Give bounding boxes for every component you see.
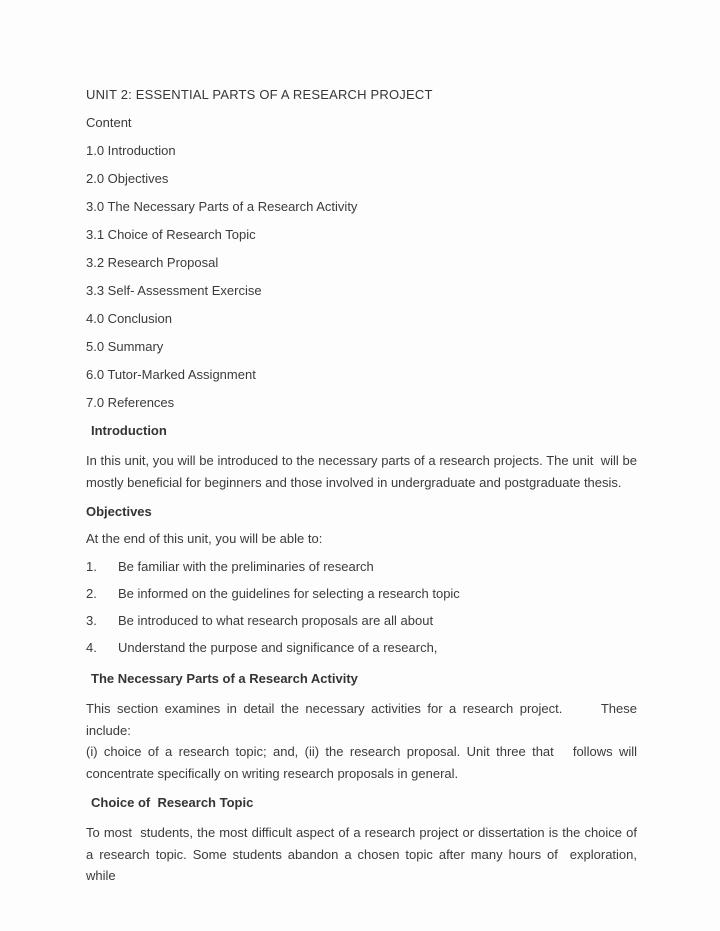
toc-item: 3.1 Choice of Research Topic	[86, 227, 256, 242]
toc-item: 3.3 Self- Assessment Exercise	[86, 283, 262, 298]
objective-item	[86, 613, 637, 629]
necessary-parts-paragraph	[86, 698, 645, 784]
paragraph-line: This section examines in detail the necessary activities for a research project. These include:	[86, 701, 645, 738]
document-content	[86, 87, 645, 894]
content-label: Content	[86, 115, 132, 130]
introduction-paragraph	[86, 450, 637, 493]
toc-item: 3.0 The Necessary Parts of a Research Activity	[86, 199, 358, 214]
objective-text: Be introduced to what research proposals are all about	[118, 613, 434, 628]
objective-item	[86, 640, 637, 656]
objective-text: Be informed on the guidelines for selecting a research topic	[118, 586, 460, 601]
document-title: UNIT 2: ESSENTIAL PARTS OF A RESEARCH PROJECT	[86, 87, 433, 102]
table-of-contents	[86, 143, 637, 411]
choice-of-topic-paragraph	[86, 822, 641, 887]
introduction-heading: Introduction	[91, 423, 167, 438]
section-introduction	[86, 423, 637, 493]
objective-number: 1.	[86, 559, 97, 574]
choice-of-topic-heading: Choice of Research Topic	[91, 795, 254, 810]
paragraph-line: a research topic. Some students abandon a chosen topic after many hours of exploration, while	[86, 846, 641, 883]
paragraph-line: mostly beneficial for beginners and those involved in undergraduate and postgraduate thesis.	[86, 474, 622, 490]
paragraph-line: concentrate specifically on writing research proposals in general.	[86, 765, 459, 781]
paragraph-line: (i) choice of a research topic; and, (ii) the research proposal. Unit three that follows will	[86, 744, 637, 759]
objective-number: 3.	[86, 613, 97, 628]
objective-text: Be familiar with the preliminaries of research	[118, 559, 374, 574]
toc-item: 4.0 Conclusion	[86, 311, 172, 326]
objective-item	[86, 559, 637, 575]
objective-number: 4.	[86, 640, 97, 655]
necessary-parts-heading: The Necessary Parts of a Research Activity	[91, 671, 358, 686]
section-objectives	[86, 504, 637, 656]
paragraph-line: In this unit, you will be introduced to the necessary parts of a research projects. The unit will be	[86, 453, 637, 468]
objective-item	[86, 586, 637, 602]
objectives-lead: At the end of this unit, you will be able to:	[86, 531, 323, 546]
toc-item: 3.2 Research Proposal	[86, 255, 219, 270]
objective-number: 2.	[86, 586, 97, 601]
toc-item: 6.0 Tutor-Marked Assignment	[86, 367, 256, 382]
toc-item: 5.0 Summary	[86, 339, 164, 354]
toc-item: 1.0 Introduction	[86, 143, 176, 158]
objectives-heading: Objectives	[86, 504, 152, 519]
section-necessary-parts	[86, 671, 645, 784]
toc-item: 2.0 Objectives	[86, 171, 169, 186]
section-choice-of-topic	[86, 795, 641, 887]
objectives-list	[86, 559, 637, 656]
toc-item: 7.0 References	[86, 395, 175, 410]
objective-text: Understand the purpose and significance of a research,	[118, 640, 438, 655]
paragraph-line: To most students, the most difficult aspect of a research project or dissertation is the choice of	[86, 825, 637, 840]
